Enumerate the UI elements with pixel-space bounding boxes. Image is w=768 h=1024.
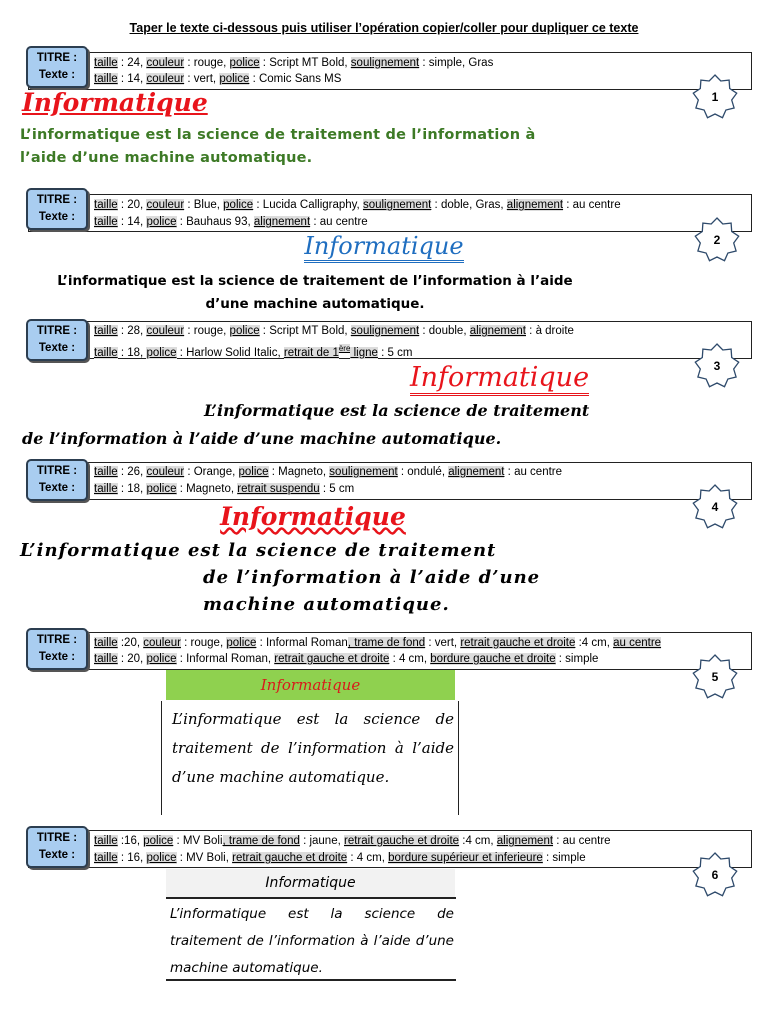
keyword: couleur bbox=[146, 466, 185, 478]
keyword: taille bbox=[94, 852, 118, 864]
instruction-text: : 4 cm, bbox=[389, 653, 431, 665]
instruction-text: : vert, bbox=[425, 637, 461, 649]
exercise-paragraph bbox=[20, 124, 600, 170]
exercise-number: 6 bbox=[711, 868, 719, 882]
instruction-text: : à droite bbox=[525, 325, 574, 337]
paragraph-line: L’informatique est la science de traitement bbox=[20, 540, 497, 561]
exercise-number-badge bbox=[692, 74, 738, 120]
exercise-title: Informatique bbox=[166, 869, 455, 897]
instruction-text: : rouge, bbox=[184, 325, 230, 337]
keyword: retrait gauche et droite bbox=[274, 653, 390, 665]
instruction-text: : double, bbox=[419, 325, 470, 337]
keyword: taille bbox=[94, 835, 118, 847]
paragraph-line: d’une machine automatique. bbox=[205, 296, 425, 312]
instruction-text: : 26, bbox=[117, 466, 147, 478]
keyword: soulignement bbox=[329, 466, 398, 478]
keyword: ère bbox=[338, 344, 351, 353]
instruction-text: : 18, bbox=[117, 346, 147, 359]
texte-label: Texte : bbox=[38, 849, 76, 861]
keyword: retrait de 1 bbox=[283, 346, 339, 359]
instruction-text: : Blue, bbox=[184, 199, 224, 211]
instruction-text: : MV Boli bbox=[173, 835, 223, 847]
exercise-number-badge bbox=[694, 343, 740, 389]
exercise-number: 4 bbox=[711, 500, 719, 514]
keyword: alignement bbox=[253, 216, 311, 228]
instruction-text: : 14, bbox=[117, 73, 147, 85]
keyword: police bbox=[223, 199, 254, 211]
instruction-text: : doble, Gras, bbox=[431, 199, 507, 211]
label-tag bbox=[26, 188, 88, 230]
instruction-text: :4 cm, bbox=[575, 637, 614, 649]
instruction-text: : au centre bbox=[563, 199, 621, 211]
paragraph-line: de l’information à l’aide d’une machine automatique. bbox=[22, 429, 502, 448]
text-instruction bbox=[94, 72, 341, 86]
instruction-text: : au centre bbox=[504, 466, 563, 478]
keyword: , trame de fond bbox=[222, 835, 300, 847]
text-instruction bbox=[94, 342, 412, 360]
keyword: couleur bbox=[146, 57, 185, 69]
instruction-text: : simple bbox=[555, 653, 599, 665]
paragraph-line: L’informatique est la science de traitement bbox=[204, 401, 590, 420]
instruction-text: : ondulé, bbox=[397, 466, 449, 478]
instruction-text: : 20, bbox=[117, 199, 147, 211]
keyword: soulignement bbox=[362, 199, 432, 211]
instruction-text: : 5 cm bbox=[377, 346, 413, 359]
keyword: retrait gauche et droite bbox=[232, 852, 348, 864]
keyword: police bbox=[146, 852, 177, 864]
title-instruction bbox=[94, 465, 562, 479]
instruction-text: : Informal Roman bbox=[256, 637, 348, 649]
titre-label: TITRE : bbox=[36, 52, 78, 64]
instruction-text: : Bauhaus 93, bbox=[176, 216, 254, 228]
label-tag bbox=[26, 319, 88, 361]
texte-label: Texte : bbox=[38, 482, 76, 494]
instruction-text: : 20, bbox=[117, 653, 147, 665]
keyword: alignement bbox=[506, 199, 564, 211]
title-instruction bbox=[94, 198, 621, 212]
keyword: au centre bbox=[613, 637, 662, 649]
exercise-number: 5 bbox=[711, 670, 719, 684]
instruction-text: : Lucida Calligraphy, bbox=[253, 199, 363, 211]
instruction-text: : 14, bbox=[117, 216, 147, 228]
instruction-text: : 18, bbox=[117, 483, 147, 495]
instruction-text: :20, bbox=[117, 637, 144, 649]
instruction-text: : Informal Roman, bbox=[176, 653, 275, 665]
instruction-text: : rouge, bbox=[184, 57, 230, 69]
keyword: taille bbox=[94, 466, 118, 478]
keyword: taille bbox=[94, 346, 118, 359]
keyword: taille bbox=[94, 73, 118, 85]
instruction-text: : MV Boli, bbox=[176, 852, 233, 864]
instruction-text: : jaune, bbox=[299, 835, 344, 847]
exercise-title: Informatique bbox=[220, 502, 406, 531]
title-instruction bbox=[94, 324, 574, 338]
keyword: taille bbox=[94, 483, 118, 495]
keyword: bordure gauche et droite bbox=[430, 653, 556, 665]
texte-label: Texte : bbox=[38, 69, 76, 81]
keyword: police bbox=[146, 346, 177, 359]
keyword: , trame de fond bbox=[347, 637, 426, 649]
titre-label: TITRE : bbox=[36, 465, 78, 477]
text-instruction bbox=[94, 215, 368, 229]
instruction-text: : 5 cm bbox=[319, 483, 355, 495]
keyword: taille bbox=[94, 216, 118, 228]
exercise-title: Informatique bbox=[0, 232, 768, 260]
exercise-number: 1 bbox=[711, 90, 719, 104]
title-instruction bbox=[94, 636, 661, 650]
instruction-text: : 4 cm, bbox=[347, 852, 389, 864]
page-title: Taper le texte ci-dessous puis utiliser l’opération copier/coller pour dupliquer ce texte bbox=[129, 21, 639, 35]
instruction-text: : 16, bbox=[117, 852, 147, 864]
keyword: police bbox=[238, 466, 269, 478]
instruction-text: : rouge, bbox=[180, 637, 227, 649]
keyword: alignement bbox=[469, 325, 526, 337]
instruction-text: : Comic Sans MS bbox=[249, 73, 342, 85]
titre-label: TITRE : bbox=[36, 325, 78, 337]
label-tag bbox=[26, 459, 88, 501]
instruction-text: : au centre bbox=[310, 216, 368, 228]
instruction-text: :4 cm, bbox=[459, 835, 497, 847]
keyword: police bbox=[146, 653, 177, 665]
paragraph-line: l’aide d’une machine automatique. bbox=[20, 150, 313, 166]
keyword: police bbox=[229, 57, 260, 69]
instruction-text: : Harlow Solid Italic, bbox=[176, 346, 284, 359]
texte-label: Texte : bbox=[38, 651, 76, 663]
instruction-text: : vert, bbox=[184, 73, 220, 85]
text-instruction bbox=[94, 652, 598, 666]
instruction-text: : 24, bbox=[117, 57, 147, 69]
titre-label: TITRE : bbox=[36, 194, 78, 206]
titre-label: TITRE : bbox=[36, 634, 78, 646]
exercise-paragraph: L’informatique est la science de traitement de l’information à l’aide d’une machine automatique. bbox=[161, 701, 459, 815]
keyword: police bbox=[143, 835, 174, 847]
keyword: police bbox=[229, 325, 260, 337]
exercise-number-badge bbox=[692, 654, 738, 700]
keyword: police bbox=[146, 216, 177, 228]
exercise-title: Informatique bbox=[166, 670, 455, 700]
instruction-text: :16, bbox=[117, 835, 144, 847]
texte-label: Texte : bbox=[38, 211, 76, 223]
keyword: soulignement bbox=[350, 325, 420, 337]
instruction-text: : Script MT Bold, bbox=[259, 325, 351, 337]
label-tag bbox=[26, 628, 88, 670]
keyword: couleur bbox=[146, 325, 185, 337]
text-instruction bbox=[94, 482, 354, 496]
instruction-text: : simple, Gras bbox=[419, 57, 494, 69]
keyword: police bbox=[146, 483, 177, 495]
instruction-text: : simple bbox=[542, 852, 586, 864]
keyword: couleur bbox=[143, 637, 181, 649]
keyword: couleur bbox=[146, 73, 185, 85]
paragraph-line: L’informatique est la science de traitement de l’information à bbox=[20, 127, 536, 143]
texte-label: Texte : bbox=[38, 342, 76, 354]
keyword: ligne bbox=[350, 346, 378, 359]
keyword: police bbox=[219, 73, 250, 85]
exercise-paragraph: L’informatique est la science de traitement de l’information à l’aide d’une machine automatique. bbox=[166, 897, 456, 981]
exercise-number: 2 bbox=[713, 233, 721, 247]
keyword: taille bbox=[94, 637, 118, 649]
text-instruction bbox=[94, 851, 586, 865]
exercise-title: Informatique bbox=[22, 88, 208, 117]
keyword: alignement bbox=[496, 835, 554, 847]
keyword: taille bbox=[94, 57, 118, 69]
keyword: couleur bbox=[146, 199, 185, 211]
paragraph-line: machine automatique. bbox=[203, 594, 450, 615]
instruction-text: : Magneto, bbox=[268, 466, 330, 478]
exercise-title: Informatique bbox=[410, 362, 589, 393]
paragraph-line: L’informatique est la science de traitement de l’information à l’aide bbox=[57, 273, 573, 289]
exercise-number-badge bbox=[692, 484, 738, 530]
paragraph-line: de l’information à l’aide d’une bbox=[203, 567, 541, 588]
title-instruction bbox=[94, 56, 493, 70]
instruction-text: : Script MT Bold, bbox=[259, 57, 351, 69]
keyword: soulignement bbox=[350, 57, 420, 69]
keyword: taille bbox=[94, 199, 118, 211]
label-tag bbox=[26, 826, 88, 868]
exercise-paragraph bbox=[20, 270, 610, 316]
keyword: taille bbox=[94, 325, 118, 337]
titre-label: TITRE : bbox=[36, 832, 78, 844]
instruction-text: : Magneto, bbox=[176, 483, 238, 495]
keyword: bordure supérieur et inferieure bbox=[388, 852, 543, 864]
keyword: retrait gauche et droite bbox=[460, 637, 576, 649]
keyword: alignement bbox=[448, 466, 505, 478]
keyword: taille bbox=[94, 653, 118, 665]
keyword: retrait suspendu bbox=[237, 483, 320, 495]
keyword: retrait gauche et droite bbox=[344, 835, 460, 847]
instruction-text: : au centre bbox=[553, 835, 611, 847]
instruction-text: : Orange, bbox=[184, 466, 239, 478]
label-tag bbox=[26, 46, 88, 88]
instruction-text: : 28, bbox=[117, 325, 147, 337]
exercise-number-badge bbox=[692, 852, 738, 898]
keyword: police bbox=[226, 637, 257, 649]
exercise-number: 3 bbox=[713, 359, 721, 373]
title-instruction bbox=[94, 834, 611, 848]
